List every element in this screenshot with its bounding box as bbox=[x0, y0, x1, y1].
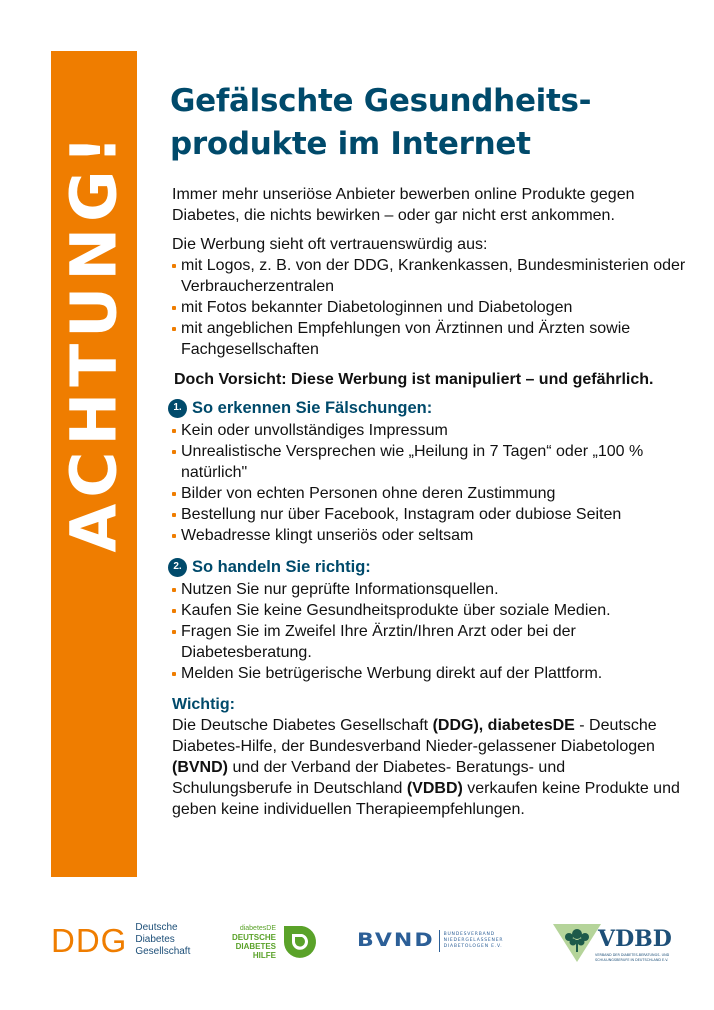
diabetesde-drop-icon bbox=[280, 922, 320, 962]
bvnd-logo-mark: BVND bbox=[357, 929, 435, 952]
list-item: Bilder von echten Personen ohne deren Zustimmung bbox=[172, 483, 687, 504]
list-item: Webadresse klingt unseriös oder seltsam bbox=[172, 525, 687, 546]
section-heading-act bbox=[172, 556, 687, 578]
list-item: Kaufen Sie keine Gesundheitsprodukte über soziale Medien. bbox=[172, 600, 687, 621]
ddg-logo bbox=[51, 922, 190, 958]
diabetesde-logo-text: diabetesDE DEUTSCHE DIABETES HILFE bbox=[232, 925, 277, 960]
list-item: Unrealistische Versprechen wie „Heilung in 7 Tagen“ oder „100 % natürlich" bbox=[172, 441, 687, 483]
list-item: Bestellung nur über Facebook, Instagram oder dubiose Seiten bbox=[172, 504, 687, 525]
vdbd-logo-mark: VDBD bbox=[598, 926, 672, 952]
warning-text: Doch Vorsicht: Diese Werbung ist manipuliert – und gefährlich. bbox=[174, 371, 654, 388]
title-line-1: Gefälschte Gesundheits- bbox=[170, 83, 592, 119]
bullet-icon bbox=[172, 672, 176, 676]
list-item: Fragen Sie im Zweifel Ihre Ärztin/Ihren Arzt oder bei der Diabetesberatung. bbox=[172, 621, 687, 663]
list-item: Nutzen Sie nur geprüfte Informationsquellen. bbox=[172, 579, 687, 600]
ddg-logo-subtitle: Deutsche Diabetes Gesellschaft bbox=[135, 922, 191, 957]
bullet-icon bbox=[172, 450, 176, 454]
number-badge: 2. bbox=[168, 558, 187, 577]
important-heading: Wichtig: bbox=[172, 696, 235, 713]
ddg-logo-mark: DDG bbox=[51, 921, 128, 959]
bullet-icon bbox=[172, 492, 176, 496]
vdbd-logo-subtitle: VERBAND DER DIABETES-BERATUNGS- UND SCHULUNGSBERUFE IN DEUTSCHLAND E.V. bbox=[595, 953, 670, 962]
page-title bbox=[170, 80, 690, 166]
section-heading-text: So erkennen Sie Fälschungen: bbox=[192, 399, 433, 417]
bullet-icon bbox=[172, 513, 176, 517]
partner-logos bbox=[0, 900, 714, 980]
list-item: Melden Sie betrügerische Werbung direkt auf der Plattform. bbox=[172, 663, 687, 684]
achtung-banner bbox=[51, 51, 137, 877]
section-heading-recognize bbox=[172, 397, 687, 419]
advertising-lead: Die Werbung sieht oft vertrauenswürdig aus: bbox=[172, 236, 488, 253]
bullet-icon bbox=[172, 429, 176, 433]
bvnd-logo-subtitle: BUNDESVERBAND NIEDERGELASSENER DIABETOLOGEN E.V. bbox=[443, 932, 504, 949]
list-item: mit Logos, z. B. von der DDG, Krankenkassen, Bundesministerien oder Verbraucherzentralen bbox=[172, 255, 687, 297]
bullet-icon bbox=[172, 534, 176, 538]
act-list bbox=[172, 579, 687, 684]
bullet-icon bbox=[172, 609, 176, 613]
bullet-icon bbox=[172, 630, 176, 634]
intro-paragraph: Immer mehr unseriöse Anbieter bewerben online Produkte gegen Diabetes, die nichts bewirken – oder gar nicht erst ankommen. bbox=[172, 186, 635, 224]
bullet-icon bbox=[172, 588, 176, 592]
bvnd-divider bbox=[439, 930, 440, 952]
list-item: mit angeblichen Empfehlungen von Ärztinnen und Ärzten sowie Fachgesellschaften bbox=[172, 318, 687, 360]
number-badge: 1. bbox=[168, 399, 187, 418]
achtung-text: ACHTUNG! bbox=[57, 129, 131, 553]
main-content bbox=[172, 184, 687, 820]
title-line-2: produkte im Internet bbox=[170, 126, 531, 162]
bullet-icon bbox=[172, 327, 176, 331]
list-item: Kein oder unvollständiges Impressum bbox=[172, 420, 687, 441]
section-heading-text: So handeln Sie richtig: bbox=[192, 558, 371, 576]
bullet-icon bbox=[172, 306, 176, 310]
vdbd-tree-icon bbox=[553, 922, 601, 964]
diabetesde-logo bbox=[232, 922, 320, 962]
bvnd-logo bbox=[357, 930, 503, 952]
list-item: mit Fotos bekannter Diabetologinnen und Diabetologen bbox=[172, 297, 687, 318]
bullet-icon bbox=[172, 264, 176, 268]
recognize-list bbox=[172, 420, 687, 546]
advertising-list bbox=[172, 255, 687, 360]
important-paragraph: Die Deutsche Diabetes Gesellschaft (DDG), diabetesDE - Deutsche Diabetes-Hilfe, der Bundesverband Nieder-gelassener Diabetologen (BVND) und der Verband der Diabetes- Beratungs- und Schulungsberufe in Deutschland (VDBD) verkaufen keine Produkte und geben keine individuellen Therapieempfehlungen. bbox=[172, 717, 680, 818]
